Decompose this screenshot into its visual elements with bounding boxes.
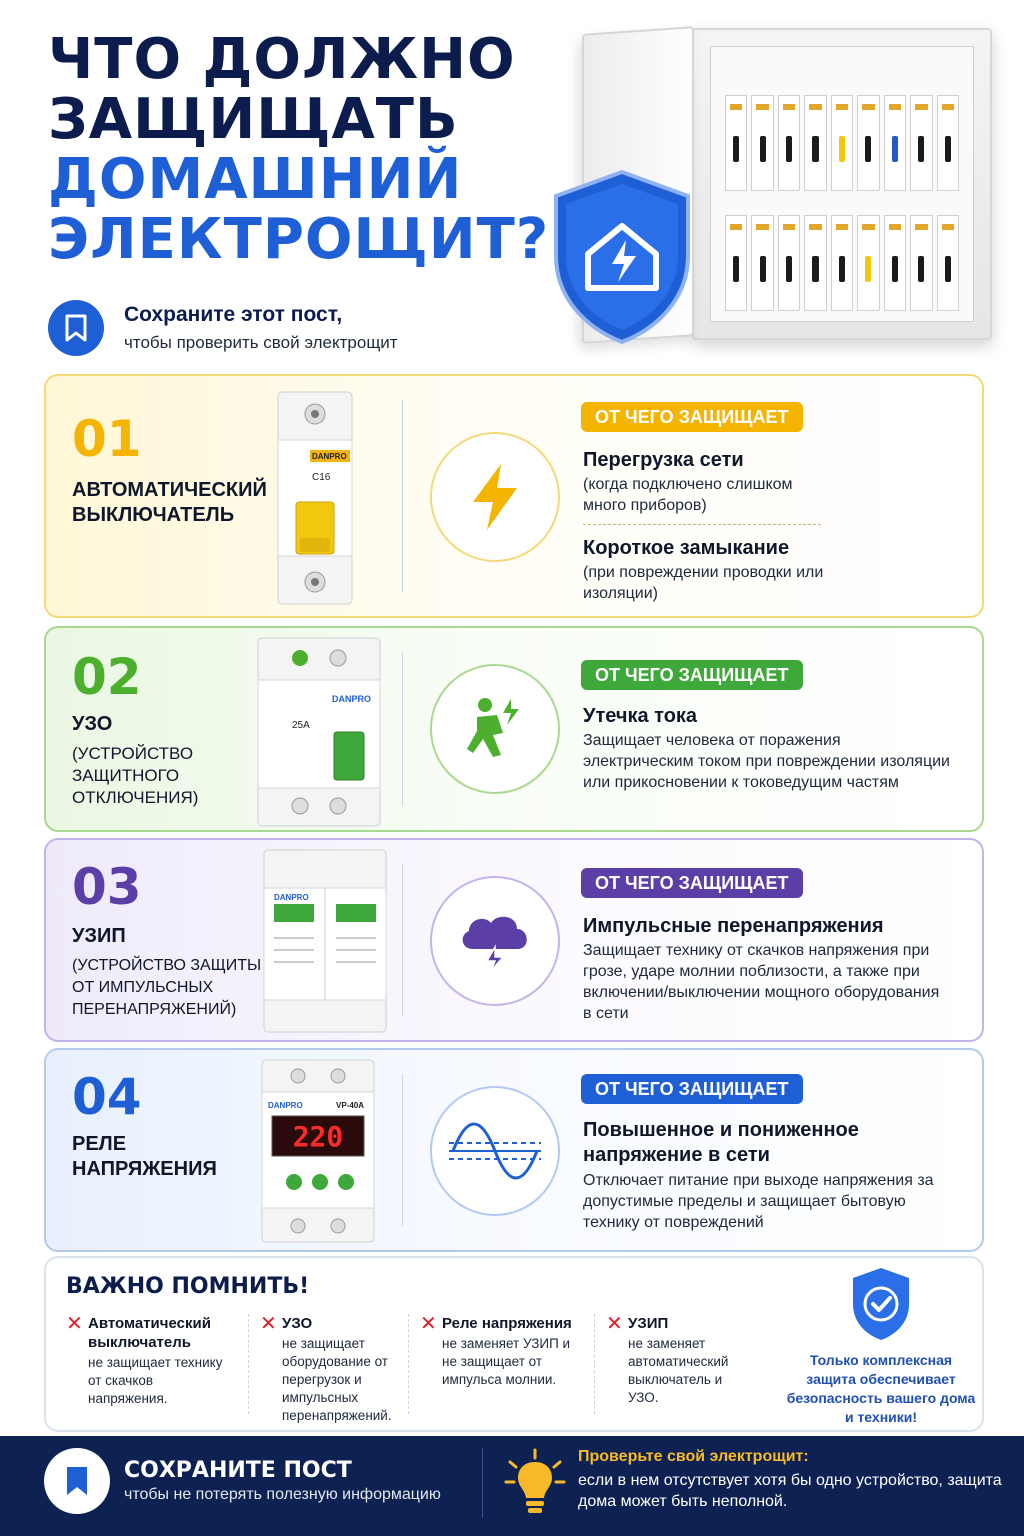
- threat-text: (при повреждении проводки или изоляции): [583, 564, 824, 602]
- thunder-cloud-icon: [430, 876, 560, 1006]
- important-item: [606, 1314, 776, 1407]
- device-model: VP-40A: [336, 1101, 365, 1110]
- circuit-breaker-image: [272, 390, 358, 606]
- save-hint-title: Сохраните этот пост,: [124, 303, 343, 326]
- bookmark-icon[interactable]: [44, 1448, 110, 1514]
- protects-from-label: ОТ ЧЕГО ЗАЩИЩАЕТ: [581, 868, 803, 898]
- important-divider: [248, 1314, 249, 1414]
- threat-title: Перегрузка сети: [583, 449, 744, 471]
- card-divider: [402, 1074, 403, 1226]
- important-note: [786, 1266, 976, 1427]
- important-item-head: УЗИП: [628, 1315, 669, 1332]
- cross-icon: ✕: [260, 1313, 277, 1335]
- electrical-panel-image: [692, 28, 992, 340]
- important-note-text: Только комплексная защита обеспечивает безопасность вашего дома и техники!: [786, 1352, 976, 1425]
- card-number: 02: [72, 648, 142, 706]
- card-divider: [402, 864, 403, 1016]
- important-item-text: не заменяет автоматический выключатель и УЗО.: [628, 1336, 729, 1405]
- card-circuit-breaker: [44, 374, 984, 618]
- card-voltage-relay: [44, 1048, 984, 1252]
- important-item-head: Автоматический выключатель: [88, 1315, 211, 1351]
- threat-text: Защищает технику от скачков напряжения при грозе, ударе молнии поблизости, а также при включении/выключении мощного оборудования в сети: [583, 942, 940, 1022]
- threat-title: Утечка тока: [583, 705, 698, 727]
- device-brand: DANPRO: [312, 452, 347, 461]
- page-title: [48, 27, 568, 272]
- important-divider: [594, 1314, 595, 1414]
- footer-divider: [482, 1448, 483, 1518]
- title-line-1: ЧТО ДОЛЖНО: [48, 27, 516, 92]
- important-item: [420, 1314, 590, 1389]
- device-name: [72, 924, 272, 1021]
- card-rcd: [44, 626, 984, 832]
- device-rating: 25A: [292, 720, 310, 731]
- protects-from-label: ОТ ЧЕГО ЗАЩИЩАЕТ: [581, 402, 803, 432]
- device-name-main: УЗО: [72, 713, 113, 735]
- card-divider: [402, 652, 403, 806]
- threat-text: Отключает питание при выходе напряжения за допустимые пределы и защищает бытовую технику от повреждений: [583, 1172, 934, 1231]
- device-name: [72, 712, 272, 809]
- threat-title: Короткое замыкание: [583, 537, 790, 559]
- threat-separator: [583, 524, 821, 525]
- footer-check-title: Проверьте свой электрощит:: [578, 1448, 809, 1465]
- surge-protector-image: [260, 848, 390, 1034]
- device-brand: DANPRO: [274, 893, 309, 902]
- device-display: 220: [292, 1120, 344, 1153]
- card-number: 03: [72, 858, 142, 916]
- card-number: 01: [72, 410, 142, 468]
- device-brand: DANPRO: [268, 1101, 303, 1110]
- protects-from-label: ОТ ЧЕГО ЗАЩИЩАЕТ: [581, 660, 803, 690]
- device-brand: DANPRO: [332, 694, 372, 704]
- important-item-text: не защищает технику от скачков напряжения.: [88, 1355, 223, 1406]
- lightbulb-icon: [504, 1448, 566, 1518]
- title-line-2: ЗАЩИЩАТЬ: [48, 87, 459, 152]
- important-item-head: УЗО: [282, 1315, 313, 1332]
- important-item: [260, 1314, 430, 1425]
- device-name-sub: (УСТРОЙСТВО ЗАЩИТЫ ОТ ИМПУЛЬСНЫХ ПЕРЕНАПРЯЖЕНИЙ): [72, 957, 262, 1018]
- threat-text: (когда подключено слишком много приборов): [583, 476, 793, 514]
- threat-text: Защищает человека от поражения электрическим током при повреждении изоляции или прикосновении к токоведущим частям: [583, 732, 950, 791]
- title-line-4: ЭЛЕКТРОЩИТ?: [48, 207, 550, 272]
- device-name-main: УЗИП: [72, 925, 126, 947]
- card-number: 04: [72, 1068, 142, 1126]
- device-rating: C16: [312, 472, 331, 483]
- save-hint: [48, 300, 398, 356]
- important-section: [44, 1256, 984, 1432]
- cross-icon: ✕: [420, 1313, 437, 1335]
- cross-icon: ✕: [606, 1313, 623, 1335]
- panel-rail-bottom: [725, 215, 959, 311]
- voltage-relay-image: [258, 1058, 378, 1244]
- cross-icon: ✕: [66, 1313, 83, 1335]
- footer-save-title: СОХРАНИТЕ ПОСТ: [124, 1458, 352, 1483]
- save-hint-subtitle: чтобы проверить свой электрощит: [124, 333, 398, 352]
- important-item-head: Реле напряжения: [442, 1315, 572, 1332]
- device-name-sub: (УСТРОЙСТВО ЗАЩИТНОГО ОТКЛЮЧЕНИЯ): [72, 744, 199, 807]
- important-item-text: не заменяет УЗИП и не защищает от импульса молнии.: [442, 1336, 571, 1387]
- threat-title: Повышенное и пониженное напряжение в сети: [583, 1119, 859, 1166]
- important-item-text: не защищает оборудование от перегрузок и импульсных перенапряжений.: [282, 1336, 392, 1423]
- threat-title: Импульсные перенапряжения: [583, 915, 884, 937]
- check-shield-icon: [849, 1266, 913, 1342]
- important-title: ВАЖНО ПОМНИТЬ!: [66, 1274, 310, 1299]
- footer-save-subtitle: чтобы не потерять полезную информацию: [124, 1486, 441, 1503]
- bookmark-icon[interactable]: [48, 300, 104, 356]
- sine-wave-icon: [430, 1086, 560, 1216]
- footer-check-text: если в нем отсутствует хотя бы одно устройство, защита дома может быть неполной.: [578, 1472, 1002, 1510]
- device-name: РЕЛЕ НАПРЯЖЕНИЯ: [72, 1133, 217, 1180]
- card-surge-protector: [44, 838, 984, 1042]
- panel-rail-top: [725, 95, 959, 191]
- device-name: АВТОМАТИЧЕСКИЙ ВЫКЛЮЧАТЕЛЬ: [72, 479, 267, 526]
- house-shield-icon: [548, 168, 696, 346]
- protects-from-label: ОТ ЧЕГО ЗАЩИЩАЕТ: [581, 1074, 803, 1104]
- card-divider: [402, 400, 403, 592]
- title-line-3: ДОМАШНИЙ: [48, 147, 463, 212]
- important-divider: [408, 1314, 409, 1414]
- lightning-icon: [430, 432, 560, 562]
- electric-shock-person-icon: [430, 664, 560, 794]
- footer: [0, 1436, 1024, 1536]
- important-item: [66, 1314, 236, 1408]
- rcd-image: [254, 636, 384, 828]
